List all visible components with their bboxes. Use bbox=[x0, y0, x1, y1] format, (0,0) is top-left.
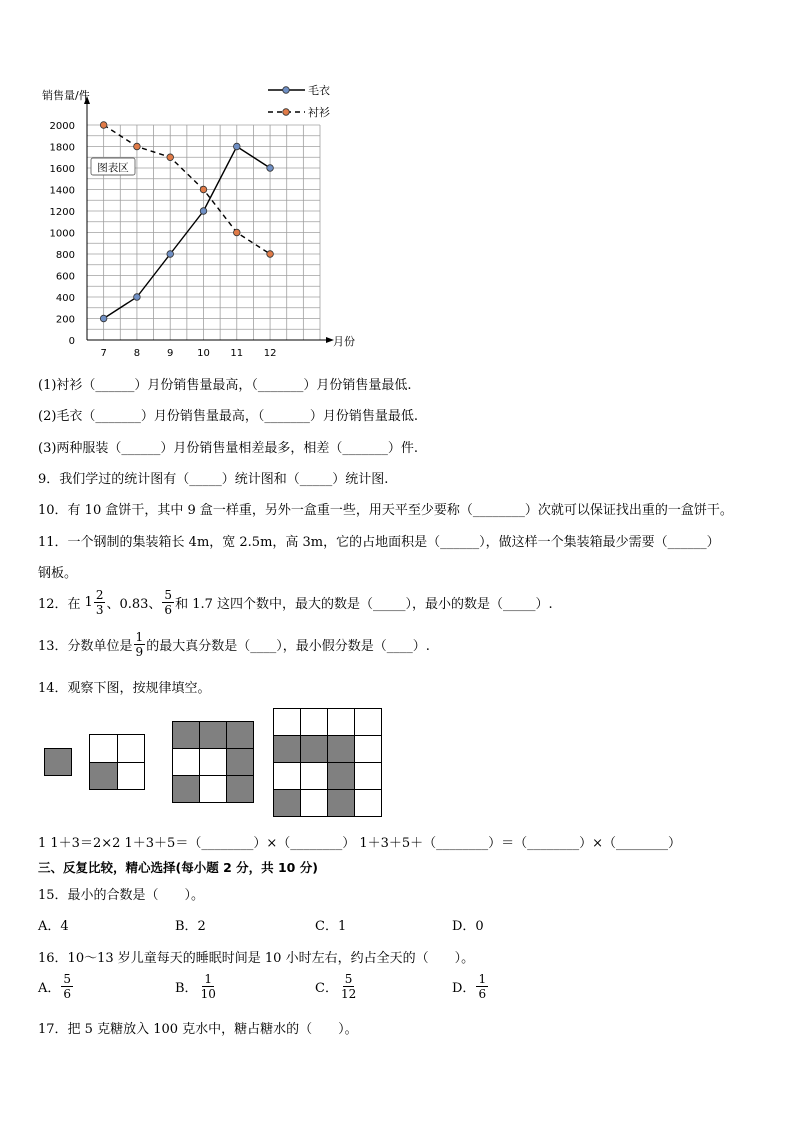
data-point bbox=[233, 229, 240, 236]
q8-part1: (1)衬衫（______）月份销售量最高，（_______）月份销售量最低. bbox=[38, 378, 412, 393]
pattern-figure-2 bbox=[89, 734, 145, 790]
legend-label: 毛衣 bbox=[308, 84, 330, 97]
legend-marker bbox=[283, 87, 290, 94]
chart-legend bbox=[268, 84, 330, 119]
q13-num: 1 bbox=[135, 630, 144, 644]
q16-option-c-label: C． bbox=[315, 981, 338, 996]
q16-a-den: 6 bbox=[63, 987, 72, 1001]
pattern-figure-3 bbox=[172, 721, 254, 803]
y-tick-label: 1000 bbox=[49, 228, 75, 240]
y-tick-label: 0 bbox=[68, 336, 75, 347]
q13-suffix: 的最大真分数是（____），最小假分数是（____）. bbox=[146, 639, 430, 654]
data-point bbox=[100, 122, 107, 129]
data-point bbox=[200, 186, 207, 193]
pattern-figure-1 bbox=[44, 748, 72, 776]
q16-option-b-label: B． bbox=[175, 981, 198, 996]
q16-c-num: 5 bbox=[344, 972, 353, 986]
q13-den: 9 bbox=[135, 645, 144, 659]
q16-option-b-fraction bbox=[199, 972, 218, 1001]
q16-option-b[interactable] bbox=[175, 972, 219, 1001]
y-tick-label: 1200 bbox=[49, 207, 75, 218]
y-tick-label: 200 bbox=[55, 314, 75, 326]
y-tick-label: 600 bbox=[55, 271, 75, 283]
x-tick-label: 7 bbox=[100, 348, 107, 359]
q12-mixed-num: 2 bbox=[95, 588, 104, 602]
data-point bbox=[267, 251, 274, 258]
y-tick-label: 1800 bbox=[49, 142, 75, 154]
y-tick-label: 800 bbox=[55, 250, 75, 261]
sales-line-chart bbox=[30, 78, 370, 368]
q16-option-c[interactable] bbox=[315, 972, 359, 1001]
legend-marker bbox=[283, 109, 290, 116]
q15-option-c[interactable]: C．1 bbox=[315, 919, 347, 934]
q16-option-c-fraction bbox=[339, 972, 358, 1001]
q12-mixed-number bbox=[81, 588, 107, 617]
q16-option-a-label: A． bbox=[38, 981, 61, 996]
q12-frac-num: 5 bbox=[164, 588, 173, 602]
x-tick-label: 8 bbox=[133, 348, 141, 359]
data-point bbox=[267, 165, 274, 172]
y-tick-label: 400 bbox=[55, 293, 75, 304]
q11-line1: 11．一个钢制的集装箱长 4m，宽 2.5m，高 3m，它的占地面积是（______），做这样一个集装箱最少需要（______） bbox=[38, 535, 720, 550]
y-tick-label: 2000 bbox=[49, 121, 75, 132]
q12-suffix: 和 1.7 这四个数中，最大的数是（_____），最小的数是（_____）. bbox=[175, 597, 553, 612]
data-point bbox=[134, 294, 141, 301]
y-tick-label: 1400 bbox=[49, 185, 75, 197]
q16-option-d-label: D． bbox=[452, 981, 476, 996]
q14: 14．观察下图，按规律填空。 bbox=[38, 681, 211, 696]
x-tick-label: 9 bbox=[167, 348, 174, 359]
chart-area-tag: 图表区 bbox=[97, 162, 129, 174]
q17: 17．把 5 克糖放入 100 克水中，糖占糖水的（ ）。 bbox=[38, 1022, 358, 1037]
q16-option-a-fraction bbox=[61, 972, 73, 1001]
q12-mixed-fraction bbox=[94, 588, 106, 617]
q16-b-num: 1 bbox=[204, 972, 213, 986]
data-point bbox=[200, 208, 207, 215]
q16-option-a[interactable] bbox=[38, 972, 74, 1001]
q16-option-d-fraction bbox=[476, 972, 488, 1001]
q10: 10．有 10 盒饼干，其中 9 盒一样重，另外一盒重一些，用天平至少要称（________）次就可以保证找出重的一盒饼干。 bbox=[38, 503, 733, 518]
x-tick-label: 11 bbox=[230, 348, 244, 359]
q9: 9．我们学过的统计图有（_____）统计图和（_____）统计图. bbox=[38, 472, 389, 487]
q12-frac-den: 6 bbox=[164, 603, 173, 617]
q16-d-num: 1 bbox=[478, 972, 487, 986]
q12-mixed-den: 3 bbox=[95, 603, 104, 617]
pattern-equations: 1 1＋3＝2×2 1＋3＋5＝（________）×（________） 1＋3＋5＋（________）＝（________）×（________） bbox=[38, 836, 682, 851]
q12-mid: 、0.83、 bbox=[106, 597, 162, 612]
x-axis-title: 月份 bbox=[333, 335, 355, 348]
q12-mixed-whole: 1 bbox=[84, 595, 93, 610]
q13 bbox=[38, 630, 430, 659]
q16-b-den: 10 bbox=[200, 987, 216, 1001]
q8-part2: (2)毛衣（_______）月份销售量最高，（_______）月份销售量最低. bbox=[38, 409, 419, 424]
q15-option-b[interactable]: B．2 bbox=[175, 919, 206, 934]
q13-fraction bbox=[134, 630, 146, 659]
pattern-figure-4 bbox=[273, 708, 382, 817]
q11-line2: 钢板。 bbox=[38, 566, 78, 581]
q13-prefix: 13．分数单位是 bbox=[38, 639, 133, 654]
q15: 15．最小的合数是（ ）。 bbox=[38, 888, 205, 903]
chart-axes bbox=[84, 96, 334, 343]
y-tick-label: 1600 bbox=[49, 164, 75, 175]
data-point bbox=[100, 315, 107, 322]
chart-grid bbox=[87, 125, 320, 340]
q16-c-den: 12 bbox=[340, 987, 357, 1001]
data-point bbox=[167, 251, 174, 258]
q16-d-den: 6 bbox=[478, 987, 487, 1001]
q16-a-num: 5 bbox=[63, 972, 72, 986]
data-point bbox=[167, 154, 174, 161]
q12-fraction bbox=[162, 588, 174, 617]
q15-option-a[interactable]: A．4 bbox=[38, 919, 69, 934]
x-tick-label: 10 bbox=[197, 348, 210, 359]
q16-option-d[interactable] bbox=[452, 972, 489, 1001]
q16: 16．10～13 岁儿童每天的睡眠时间是 10 小时左右，约占全天的（ ）。 bbox=[38, 951, 475, 966]
q12 bbox=[38, 588, 553, 617]
q12-prefix: 12．在 bbox=[38, 597, 81, 612]
data-point bbox=[233, 143, 240, 150]
legend-label: 衬衫 bbox=[308, 106, 330, 119]
q15-option-d[interactable]: D．0 bbox=[452, 919, 484, 934]
data-point bbox=[134, 143, 141, 150]
x-tick-label: 12 bbox=[263, 348, 277, 359]
q8-part3: (3)两种服装（______）月份销售量相差最多，相差（_______）件. bbox=[38, 441, 419, 456]
y-axis-title: 销售量/件 bbox=[42, 89, 90, 102]
section-3-heading: 三、反复比较，精心选择(每小题 2 分，共 10 分) bbox=[38, 860, 318, 875]
